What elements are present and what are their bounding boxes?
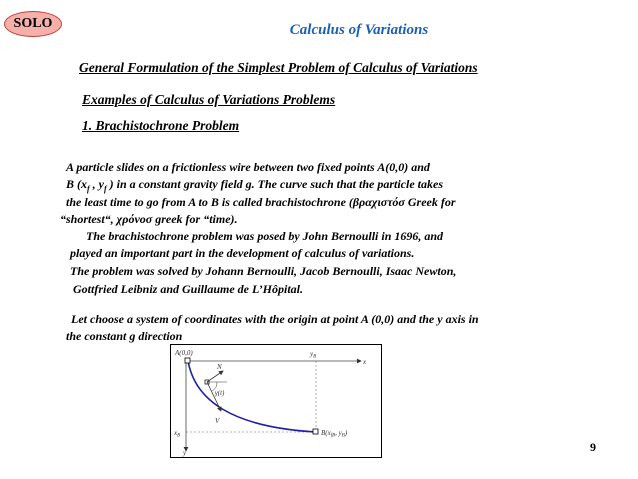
paragraph-line-6: played an important part in the development of calculus of variations. xyxy=(70,246,415,260)
paragraph-line-3: the least time to go from A to B is called brachistochrone (βραχιστόσ Greek for xyxy=(66,195,456,209)
brachistochrone-diagram xyxy=(170,344,382,458)
label-y-b: $y_B$ xyxy=(310,350,317,360)
label-v: V xyxy=(215,417,220,425)
coordinates-line-1: Let choose a system of coordinates with the origin at point A (0,0) and the y axis in xyxy=(71,312,479,326)
paragraph-line-4: “shortest“, χρόνοσ greek for “time). xyxy=(60,212,238,226)
brachistochrone-svg xyxy=(171,345,381,457)
label-x-b: $x_B$ xyxy=(174,429,181,439)
paragraph-line-7: The problem was solved by Johann Bernoulli, Jacob Bernoulli, Isaac Newton, xyxy=(70,264,457,278)
heading-brachistochrone: 1. Brachistochrone Problem xyxy=(82,118,240,133)
paragraph-line-1: A particle slides on a frictionless wire between two fixed points A(0,0) and xyxy=(66,160,430,174)
page-number: 9 xyxy=(590,440,596,454)
coordinates-line-2: the constant g direction xyxy=(66,329,183,343)
label-n: N xyxy=(217,363,222,371)
label-b: $B(x_{fB}$, $y_B$) xyxy=(321,429,348,439)
label-y: y xyxy=(183,449,187,457)
label-a: A(0,0) xyxy=(175,349,193,357)
logo-text: SOLO xyxy=(13,16,53,31)
label-x: x xyxy=(363,358,367,366)
heading-general-formulation: General Formulation of the Simplest Problem of Calculus of Variations xyxy=(79,60,478,75)
slide-title: Calculus of Variations xyxy=(289,22,429,38)
point-b-marker xyxy=(313,429,318,434)
point-a-marker xyxy=(185,358,190,363)
paragraph-line-2: B ($x_f$ , $y_f$ ) in a constant gravity field g. The curve such that the particle takes xyxy=(66,177,443,194)
normal-vector-arrow xyxy=(207,371,223,382)
paragraph-line-5: The brachistochrone problem was posed by John Bernoulli in 1696, and xyxy=(86,229,444,243)
paragraph-line-8: Gottfried Leibniz and Guillaume de L’Hôpital. xyxy=(73,282,304,296)
label-gamma: γ(t) xyxy=(215,389,225,397)
brachistochrone-curve xyxy=(188,361,316,432)
heading-examples: Examples of Calculus of Variations Problems xyxy=(82,92,336,107)
